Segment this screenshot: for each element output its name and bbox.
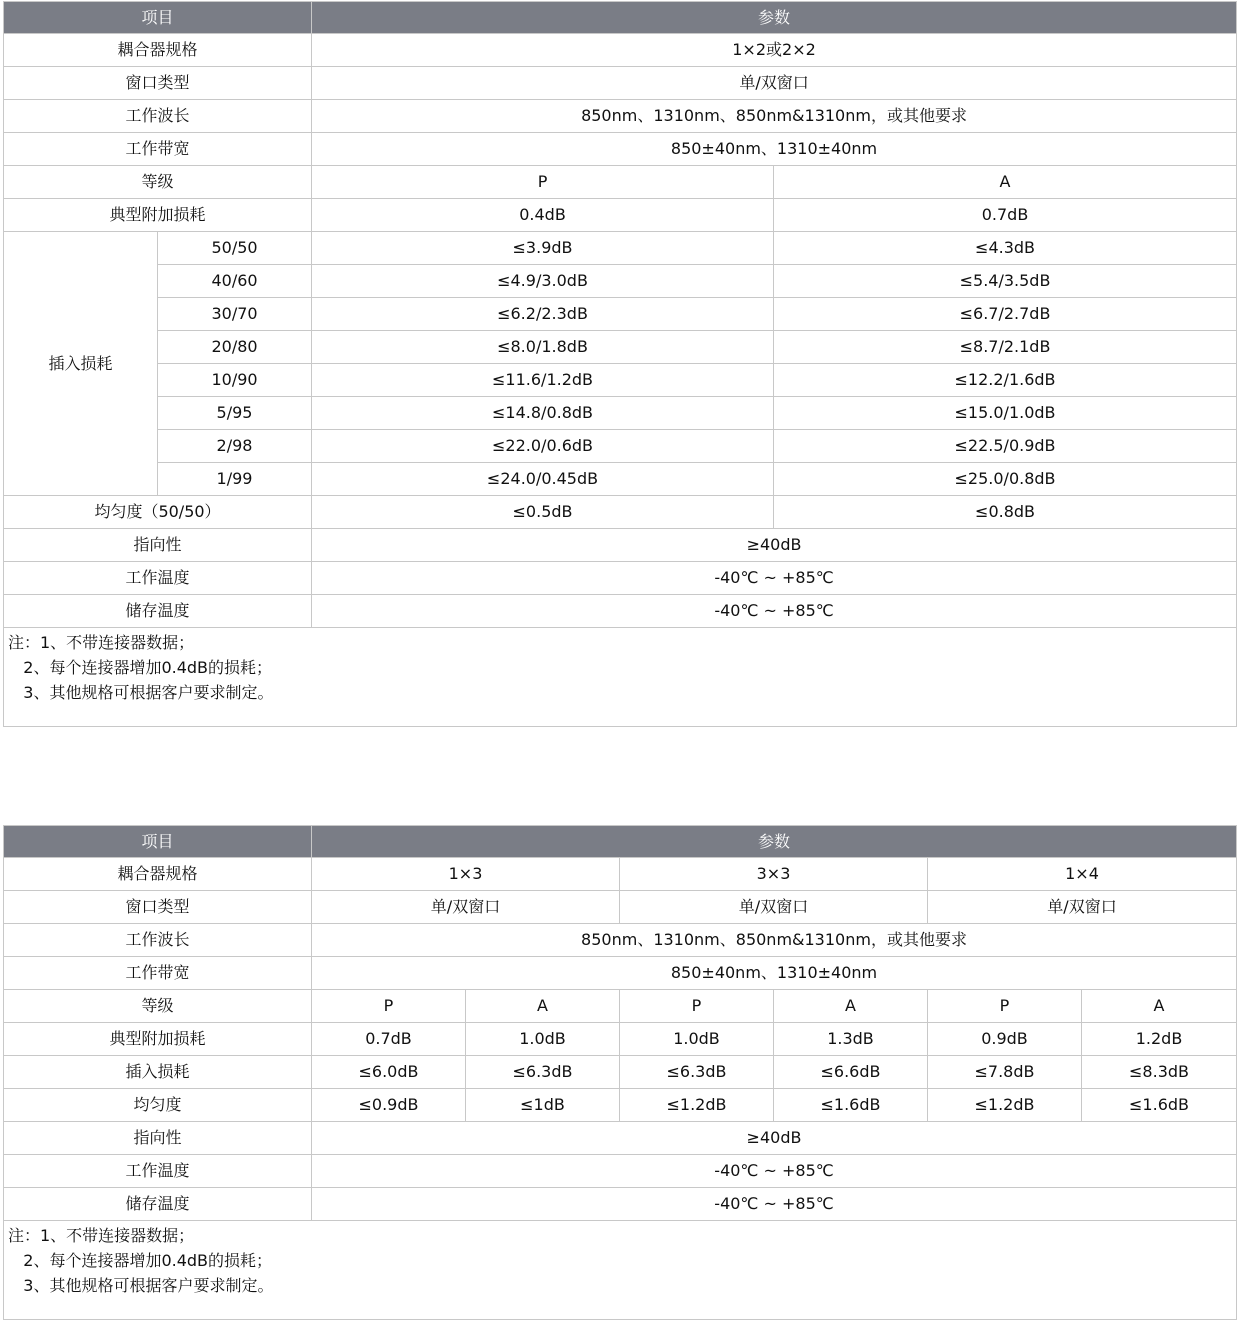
row-label: 储存温度: [4, 1188, 312, 1221]
value-cell: ≤6.6dB: [774, 1056, 928, 1089]
value-a: ≤15.0/1.0dB: [774, 397, 1237, 430]
table-row: [4, 924, 1237, 957]
grade-cell: P: [928, 990, 1082, 1023]
value-a: ≤4.3dB: [774, 232, 1237, 265]
value-a: ≤6.7/2.7dB: [774, 298, 1237, 331]
table-row: [4, 100, 1237, 133]
grade-cell: A: [1082, 990, 1237, 1023]
table-row: [4, 1155, 1237, 1188]
row-label: 工作波长: [4, 924, 312, 957]
row-label: 工作带宽: [4, 133, 312, 166]
insertion-loss-label: 插入损耗: [4, 232, 158, 496]
row-value: 850nm、1310nm、850nm&1310nm，或其他要求: [312, 100, 1237, 133]
notes-row: [4, 628, 1237, 727]
grade-cell: A: [774, 990, 928, 1023]
table-row: [4, 199, 1237, 232]
row-value: -40℃ ~ +85℃: [312, 1188, 1237, 1221]
row-label: 窗口类型: [4, 67, 312, 100]
value-p: ≤24.0/0.45dB: [312, 463, 774, 496]
row-label: 储存温度: [4, 595, 312, 628]
grade-cell: P: [312, 990, 466, 1023]
value-cell: ≤1.2dB: [928, 1089, 1082, 1122]
grade-cell: P: [620, 990, 774, 1023]
value-p: ≤8.0/1.8dB: [312, 331, 774, 364]
value-p: ≤4.9/3.0dB: [312, 265, 774, 298]
notes-row: [4, 1221, 1237, 1320]
value-cell: 0.7dB: [312, 1023, 466, 1056]
note-line: 2、每个连接器增加0.4dB的损耗；: [8, 658, 273, 677]
table-row: [4, 496, 1237, 529]
row-label: 等级: [4, 990, 312, 1023]
table-row: [4, 1056, 1237, 1089]
table-row: [4, 529, 1237, 562]
split-ratio: 2/98: [158, 430, 312, 463]
table-row: [4, 232, 1237, 265]
value-cell: 1.2dB: [1082, 1023, 1237, 1056]
table-row: [4, 265, 1237, 298]
row-label: 工作温度: [4, 562, 312, 595]
value-p: ≤3.9dB: [312, 232, 774, 265]
value-a: ≤8.7/2.1dB: [774, 331, 1237, 364]
table-row: [4, 1122, 1237, 1155]
value-cell: ≤1.2dB: [620, 1089, 774, 1122]
row-label: 均匀度: [4, 1089, 312, 1122]
split-ratio: 10/90: [158, 364, 312, 397]
row-value: 850±40nm、1310±40nm: [312, 133, 1237, 166]
value-cell: ≤0.9dB: [312, 1089, 466, 1122]
table-row: [4, 133, 1237, 166]
row-label: 等级: [4, 166, 312, 199]
spec-table-1x3-1x4: [3, 825, 1237, 1320]
note-line: 3、其他规格可根据客户要求制定。: [8, 683, 274, 702]
row-value: 单/双窗口: [312, 891, 620, 924]
value-a: ≤25.0/0.8dB: [774, 463, 1237, 496]
row-value: ≥40dB: [312, 1122, 1237, 1155]
table-row: [4, 595, 1237, 628]
row-label: 指向性: [4, 529, 312, 562]
value-a: ≤12.2/1.6dB: [774, 364, 1237, 397]
value-cell: ≤6.0dB: [312, 1056, 466, 1089]
table-row: [4, 1188, 1237, 1221]
table-row: [4, 298, 1237, 331]
split-ratio: 30/70: [158, 298, 312, 331]
row-value: 单/双窗口: [928, 891, 1237, 924]
note-line: 注：1、不带连接器数据；: [8, 1226, 195, 1245]
row-label: 耦合器规格: [4, 34, 312, 67]
value-a: 0.7dB: [774, 199, 1237, 232]
note-line: 注：1、不带连接器数据；: [8, 633, 195, 652]
header-param: 参数: [312, 2, 1237, 34]
row-label: 耦合器规格: [4, 858, 312, 891]
row-value: ≥40dB: [312, 529, 1237, 562]
row-label: 均匀度（50/50）: [4, 496, 312, 529]
table-row: [4, 331, 1237, 364]
row-value: 单/双窗口: [620, 891, 928, 924]
grade-a: A: [774, 166, 1237, 199]
value-cell: 1.0dB: [466, 1023, 620, 1056]
table-row: [4, 67, 1237, 100]
table-row: [4, 1089, 1237, 1122]
split-ratio: 5/95: [158, 397, 312, 430]
row-label: 插入损耗: [4, 1056, 312, 1089]
value-cell: ≤1.6dB: [1082, 1089, 1237, 1122]
table-row: [4, 1023, 1237, 1056]
table-row: [4, 891, 1237, 924]
row-value: 单/双窗口: [312, 67, 1237, 100]
value-a: ≤22.5/0.9dB: [774, 430, 1237, 463]
table-row: [4, 166, 1237, 199]
table-row: [4, 562, 1237, 595]
row-value: 850nm、1310nm、850nm&1310nm，或其他要求: [312, 924, 1237, 957]
spec-3x3: 3×3: [620, 858, 928, 891]
row-label: 指向性: [4, 1122, 312, 1155]
table-header-row: [4, 2, 1237, 34]
table-row: [4, 34, 1237, 67]
table-row: [4, 463, 1237, 496]
note-line: 3、其他规格可根据客户要求制定。: [8, 1276, 274, 1295]
row-label: 窗口类型: [4, 891, 312, 924]
grade-p: P: [312, 166, 774, 199]
notes-cell: [4, 628, 1237, 727]
row-value: -40℃ ~ +85℃: [312, 595, 1237, 628]
header-param: 参数: [312, 826, 1237, 858]
value-cell: ≤7.8dB: [928, 1056, 1082, 1089]
value-p: ≤11.6/1.2dB: [312, 364, 774, 397]
row-label: 工作带宽: [4, 957, 312, 990]
value-cell: ≤6.3dB: [620, 1056, 774, 1089]
row-label: 典型附加损耗: [4, 1023, 312, 1056]
value-cell: ≤1dB: [466, 1089, 620, 1122]
value-p: ≤0.5dB: [312, 496, 774, 529]
table-row: [4, 397, 1237, 430]
table-row: [4, 364, 1237, 397]
row-label: 工作温度: [4, 1155, 312, 1188]
spec-table-1x2: [3, 1, 1237, 727]
grade-cell: A: [466, 990, 620, 1023]
table-row: [4, 957, 1237, 990]
header-item: 项目: [4, 826, 312, 858]
value-cell: 1.3dB: [774, 1023, 928, 1056]
split-ratio: 20/80: [158, 331, 312, 364]
note-line: 2、每个连接器增加0.4dB的损耗；: [8, 1251, 273, 1270]
value-a: ≤0.8dB: [774, 496, 1237, 529]
value-cell: 1.0dB: [620, 1023, 774, 1056]
row-label: 工作波长: [4, 100, 312, 133]
table-row: [4, 430, 1237, 463]
value-cell: 0.9dB: [928, 1023, 1082, 1056]
table-header-row: [4, 826, 1237, 858]
value-p: 0.4dB: [312, 199, 774, 232]
value-p: ≤22.0/0.6dB: [312, 430, 774, 463]
split-ratio: 40/60: [158, 265, 312, 298]
row-value: 850±40nm、1310±40nm: [312, 957, 1237, 990]
row-label: 典型附加损耗: [4, 199, 312, 232]
value-cell: ≤8.3dB: [1082, 1056, 1237, 1089]
row-value: 1×2或2×2: [312, 34, 1237, 67]
value-p: ≤14.8/0.8dB: [312, 397, 774, 430]
notes-cell: [4, 1221, 1237, 1320]
table-row: [4, 858, 1237, 891]
value-cell: ≤1.6dB: [774, 1089, 928, 1122]
spec-1x3: 1×3: [312, 858, 620, 891]
value-cell: ≤6.3dB: [466, 1056, 620, 1089]
split-ratio: 50/50: [158, 232, 312, 265]
value-a: ≤5.4/3.5dB: [774, 265, 1237, 298]
row-value: -40℃ ~ +85℃: [312, 562, 1237, 595]
value-p: ≤6.2/2.3dB: [312, 298, 774, 331]
table-row: [4, 990, 1237, 1023]
row-value: -40℃ ~ +85℃: [312, 1155, 1237, 1188]
header-item: 项目: [4, 2, 312, 34]
spec-1x4: 1×4: [928, 858, 1237, 891]
split-ratio: 1/99: [158, 463, 312, 496]
